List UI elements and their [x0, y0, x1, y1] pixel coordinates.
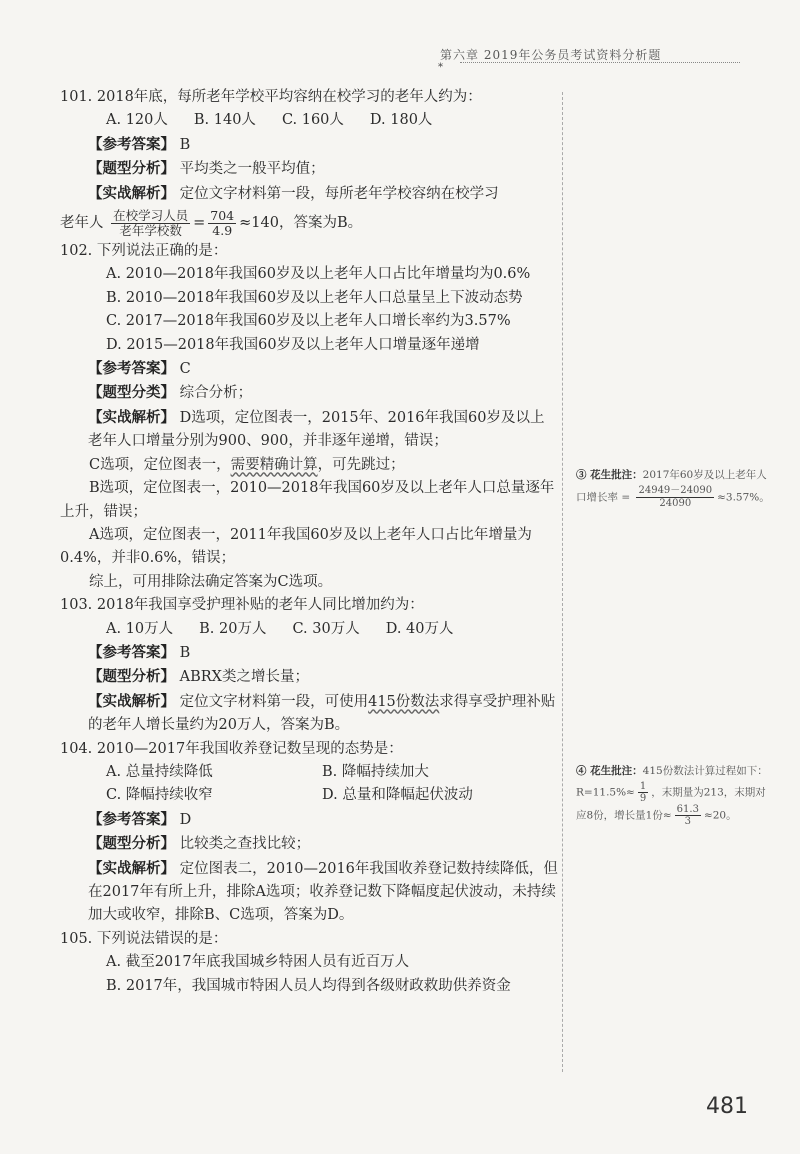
- option-b: B. 20万人: [199, 620, 267, 637]
- option-a: A. 10万人: [106, 620, 174, 637]
- note-text: ，末期量为213，末期对应8份，增长量1份≈: [576, 786, 766, 822]
- analysis-text: 定位图表二，2010—2016年我国收养登记数持续降低，但在2017年有所上升，排除A选项；收养登记数下降幅度起伏波动，未持续加大或收窄，排除B、C选项，答案为D。: [88, 860, 558, 924]
- analysis-text: C选项，定位图表一，: [89, 456, 231, 473]
- fraction-numerator: 61.3: [676, 804, 699, 815]
- question-title: 103. 2018年我国享受护理补贴的老年人同比增加约为：: [60, 597, 424, 614]
- fraction: [675, 804, 701, 827]
- question-title: 105. 下列说法错误的是：: [60, 930, 228, 947]
- option-a: A. 120人: [106, 112, 168, 129]
- fraction: [636, 485, 714, 510]
- question-103: [60, 594, 558, 737]
- analysis-label: 【实战解析】: [88, 859, 175, 877]
- fraction-numerator: 704: [210, 207, 235, 223]
- option-b: B. 2010—2018年我国60岁及以上老年人口总量呈上下波动态势: [106, 289, 523, 306]
- analysis-text: 老年人: [60, 215, 104, 232]
- answer-row: [60, 133, 558, 157]
- type-label: 【题型分析】: [88, 160, 175, 178]
- fraction: [208, 209, 236, 238]
- type-label: 【题型分类】: [88, 384, 175, 402]
- analysis-paragraph: A选项，定位图表一，2011年我国60岁及以上老年人口占比年增量为0.4%，并非0.6%，错误；: [60, 526, 532, 567]
- options: [60, 761, 558, 808]
- option-d: D. 180人: [369, 112, 433, 129]
- note-label: ③ 花生批注：: [576, 469, 643, 481]
- analysis-paragraph: B选项，定位图表一，2010—2018年我国60岁及以上老年人口总量逐年上升，错误；: [60, 480, 555, 520]
- analysis-row: [60, 406, 558, 454]
- fraction-denominator: 4.9: [212, 222, 233, 238]
- fraction: [111, 209, 190, 238]
- answer-label: 【参考答案】: [88, 643, 175, 661]
- type-label: 【题型分析】: [88, 668, 175, 686]
- fraction-numerator: 在校学习人员: [113, 207, 189, 223]
- type-row: [60, 832, 558, 856]
- type-row: [60, 381, 558, 405]
- question-title: 102. 下列说法正确的是：: [60, 243, 228, 260]
- column-divider: [562, 92, 563, 1072]
- fraction-numerator: 24949－24090: [638, 485, 713, 496]
- answer-value: B: [179, 644, 191, 661]
- note-text: R=11.5%≈: [576, 786, 635, 799]
- answer-value: B: [179, 136, 191, 153]
- note-text: ≈20。: [703, 809, 737, 822]
- answer-label: 【参考答案】: [88, 135, 175, 153]
- answer-value: C: [179, 361, 191, 378]
- analysis-text: D选项，定位图表一，2015年、2016年我国60岁及以上老年人口增量分别为900、900，并非逐年递增，错误；: [88, 409, 545, 450]
- main-column: [60, 86, 558, 998]
- question-title: 104. 2010—2017年我国收养登记数呈现的态势是：: [60, 740, 403, 757]
- type-row: [60, 665, 558, 689]
- option-a: A. 截至2017年底我国城乡特困人员有近百万人: [106, 954, 410, 971]
- fraction-denominator: 24090: [659, 498, 692, 509]
- option-b: B. 降幅持续加大: [322, 763, 429, 780]
- option-d: D. 总量和降幅起伏波动: [322, 787, 473, 804]
- note-text: 2017年60岁及以上老年人口增长率 =: [576, 469, 767, 504]
- analysis-label: 【实战解析】: [88, 692, 175, 710]
- analysis-conclusion: 综上，可用排除法确定答案为C选项。: [89, 573, 333, 590]
- fraction-denominator: 9: [639, 793, 647, 804]
- running-header: 第六章 2019年公务员考试资料分析题: [440, 48, 662, 62]
- side-note-1: [576, 466, 772, 510]
- analysis-label: 【实战解析】: [88, 184, 175, 202]
- option-d: D. 40万人: [385, 620, 454, 637]
- question-102: [60, 240, 558, 594]
- side-note-2: [576, 762, 772, 827]
- question-105: [60, 928, 558, 998]
- option-c: C. 降幅持续收窄: [106, 787, 213, 804]
- type-value: 平均类之一般平均值；: [179, 161, 325, 178]
- fraction-numerator: 1: [639, 781, 647, 792]
- fraction-denominator: 老年学校数: [119, 222, 182, 238]
- answer-row: [60, 641, 558, 665]
- option-b: B. 140人: [193, 112, 256, 129]
- header-rule: [460, 62, 740, 63]
- answer-label: 【参考答案】: [88, 360, 175, 378]
- option-a: A. 2010—2018年我国60岁及以上老年人口占比年增量均为0.6%: [106, 266, 531, 283]
- note-label: ④ 花生批注：: [576, 765, 643, 777]
- note-text: 415份数法计算过程如下：: [642, 765, 768, 777]
- option-d: D. 2015—2018年我国60岁及以上老年人口增量逐年递增: [106, 336, 480, 353]
- analysis-row: [60, 690, 558, 738]
- option-c: C. 30万人: [292, 620, 360, 637]
- analysis-text: 求得享受护理补贴的老年人增长量约为20万人，答案为B。: [88, 693, 556, 734]
- question-title: 101. 2018年底，每所老年学校平均容纳在校学习的老年人约为：: [60, 89, 482, 105]
- analysis-paragraph: [60, 454, 558, 477]
- header-star: *: [438, 62, 443, 73]
- fraction: [638, 781, 648, 804]
- analysis-row: [60, 182, 558, 206]
- analysis-row: [60, 857, 558, 928]
- analysis-label: 【实战解析】: [88, 408, 175, 426]
- page-number: 481: [706, 1094, 748, 1119]
- type-value: ABRX类之增长量；: [179, 669, 309, 686]
- option-b: B. 2017年，我国城市特困人员人均得到各级财政救助供养资金: [106, 977, 511, 994]
- wavy-underline-text: 需要精确计算: [230, 456, 318, 473]
- answer-value: D: [179, 811, 192, 828]
- answer-row: [60, 808, 558, 832]
- analysis-text: 定位文字材料第一段，可使用: [179, 693, 369, 710]
- option-c: C. 160人: [281, 112, 344, 129]
- answer-row: [60, 357, 558, 381]
- options: [60, 109, 558, 132]
- type-value: 比较类之查找比较；: [179, 836, 311, 853]
- option-c: C. 2017—2018年我国60岁及以上老年人口增长率约为3.57%: [106, 313, 511, 330]
- analysis-text: 定位文字材料第一段，每所老年学校容纳在校学习: [179, 185, 499, 202]
- options: [60, 618, 558, 641]
- type-label: 【题型分析】: [88, 835, 175, 853]
- question-104: [60, 738, 558, 928]
- analysis-text: ≈140，答案为B。: [239, 215, 363, 232]
- analysis-formula-row: 老年人 $\frac{\text{在校学习人员}}{\text{老年学校数}}$ = $\frac{704}{4.9}$ ≈140，答案为B。: [60, 207, 363, 238]
- option-a: A. 总量持续降低: [106, 763, 213, 780]
- analysis-text: ，可先跳过；: [317, 456, 405, 473]
- type-value: 综合分析；: [179, 385, 253, 402]
- question-101: [60, 86, 558, 240]
- fraction-denominator: 3: [684, 816, 691, 827]
- note-text: ≈3.57%。: [717, 491, 770, 504]
- answer-label: 【参考答案】: [88, 810, 175, 828]
- type-row: [60, 157, 558, 181]
- wavy-underline-text: 415份数法: [368, 693, 440, 710]
